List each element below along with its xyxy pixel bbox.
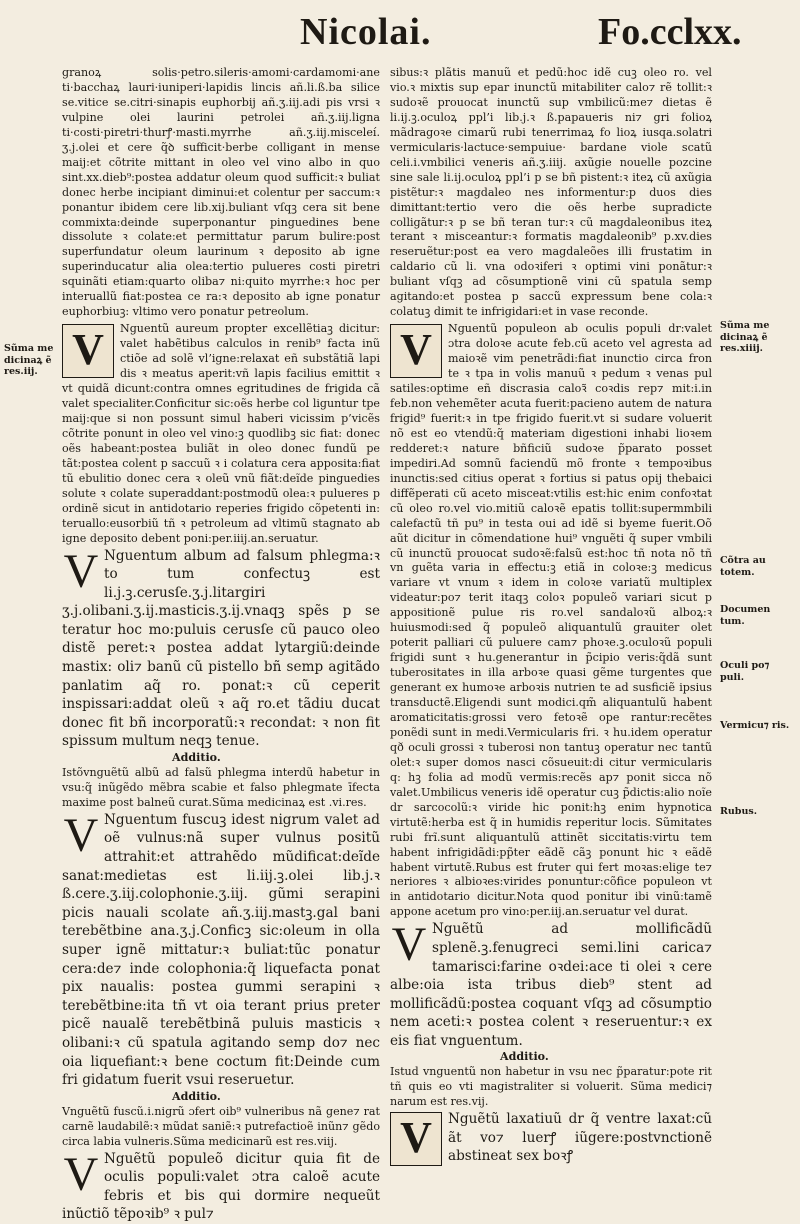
- right-paragraph-4: Istud vnguentũ non habetur in vsu nec p̃paratur:pote rit tñ quis eo vti magistraliter si voluerit. Sũma medici⁊ narum est res.vij.: [390, 1065, 712, 1109]
- margin-note-contra-autem: Cõtra au totem.: [720, 555, 766, 578]
- right-paragraph-2: Nguentũ populeon ab oculis populi dr:valet ɔtra doloꝛe acute feb.cũ aceto vel agresta ad maioꝛẽ vim penetrãdi:fiat inunctio circa fron te ꝛ tpa in volis manuũ ꝛ pedum ꝛ venas pul satiles:optime eñ discrasia caloꝛ̃ coꝛdis rep⁊ mit:i.in feb.non vehemẽter acuta fuerit:pacieno autem de natura frigid⁹ fuerit:ꝛ in tpe frigido fuerit.vt si sudare voluerit nõ est eo vtendũ:q̃ materiam digestioni inhabi lioꝛem redderet:ꝛ nature bñficiũ sudoꝛe p̃parato posset impediri.Ad somnũ faciendũ mõ fronte ꝛ tempoꝛibus inunctis:sed citius operat ꝛ fortius si patus opij thebaici diffẽperati cũ aceto misceat:vtilis est:hic enim confoꝛtat cũ oleo ro.vel vio.mitiũ caloꝛẽ epatis tollit:supermmbili calefactũ tñ pu⁹ in testa oui ad idẽ si byeme fuerit.Oõ aũt dicitur in cõmendatione hui⁹ vnguẽti q̃ super vmbili cũ inunctũ prouocat sudoꝛẽ:falsũ est:hoc tñ nota nõ tñ vn guẽta varia in effectu:ꝫ etiã in coloꝛe:ꝫ medicus variare vt vnum ꝛ idem in coloꝛe variatũ multiplex videatur:po⁊ terit itaqꝫ coloꝛ populeõ variari sicut p appositionẽ pulue ris ro.vel sandaloꝛũ alboꝝ:ꝛ huiusmodi:sed q̃ populeõ aliquantulũ grauiter olet poterit palliari cũ puluere cam⁊ phoꝛe.ꝫ.oculoꝛũ populi frigidi sunt ꝛ hu.generantur in p̃cipio veris:q̃dã sunt tuberositates in illa arboꝛe quasi gẽme turgentes que generant ex humoꝛe arboꝛis nutrien te ad susficiẽ ipsius transductẽ.Eligendi sunt modici.qm̃ aliquantulũ habent aromaticitatis:grossi vero fetoꝛẽ ope rantur:recẽtes ponẽdi sunt in medi.Vermicularis fri. ꝛ hu.idem operatur qð oculi grossi ꝛ tuberosi non tantuꝫ operatur nec tantũ olet:ꝛ super domos nasci cõsueuit:di citur vermicularis q: hꝫ folia ad modũ vermis:recẽs ap⁊ ponit sicca nõ valet.Umbilicus veneris idẽ operatur cuꝫ p̃dictis:alio noĩe dr sarcocolũ:ꝛ viride hic ponit:hꝫ enim hypnotica virtutẽ:herba est q̃ in humidis reperitur locis. Sũmitates rubi frĩ.sunt aliquantulũ attinẽt siccitatis:virtu tem habent infrigidãdi:pp̃ter eãdẽ cãꝫ ponunt hic ꝛ eãdẽ habent virtutẽ.Rubus est fruter qui fert moꝛas:elige te⁊ neriores ꝛ albioꝛes:virides ponuntur:cõfice populeon vt in antidotario dicitur.Nota quod ponitur ibi vinũ:tamẽ appone acetum pro vino:per.iij.an.seruatur vel durat.: [390, 322, 712, 919]
- left-paragraph-1: granoꝝ solis·petro.sileris·amomi·cardamomi·ane ti·bacchaꝝ lauri·iuniperi·lapidis lincis añ.li.ß.ba silice se.vitice se.citri·sinapis euphorbij añ.ʒ.iij.adi pis vrsi ꝛ vulpine olei laurini petrolei añ.ʒ.iij.ligna ti·costi·piretri·thurꝭ·masti.myrrhe añ.ʒ.iij.misceleí. ʒ.j.olei et cere q̃ꝺ sufficit·berbe colligant in mense maij:et cõtrite mittant in oleo vel vino albo in quo sint.xx.dieb⁹:postea addatur oleum quod sufficit:ꝛ buliat donec herbe incipiant diminui:et colentur per saccum:ꝛ ponantur ibidem cere lib.xij.buliant vſqꝫ cera sit bene commixta:deinde superponantur pinguedines bene dissolute ꝛ colate:et permittatur parum bulire:post superfundatur oleum laurinum ꝛ deposito ab igne superinducatur alia olea:tertio pulueres costi piretri squinãti etiam:quarto oliba⁊ ni:quito myrrhe:ꝛ hoc per interuallũ fiat:postea ce ra:ꝛ deposito ab igne ponatur euphorbiuꝫ: vltimo vero ponatur petreolum.: [62, 66, 380, 319]
- initial-u: V: [391, 918, 427, 972]
- left-paragraph-7: Nguẽtũ populeõ dicitur quia fit de oculis populi:valet ɔtra caloẽ acute febris et bis qui dormire nequeũt inũctiõ tẽpoꝛib⁹ ꝛ pul⁊: [62, 1150, 380, 1223]
- left-paragraph-2: Nguentũ aureum propter excellẽtiaꝫ dicitur: valet habẽtibus calculos in renib⁹ facta inũ ctiõe ad solẽ vl’igne:relaxat eñ substãtiã lapi dis ꝛ meatus aperit:vñ lapis facilius emittit ꝛ vt quidã dicunt:contra omnes egritudines de frigida cã valet specialiter.Conficitur sic:oẽs herbe col liguntur tpe maij:que si non possunt simul haberi vicissim p’vicẽs cõtrite ponunt in oleo vel vino:ꝫ quodlibꝫ sic fiat: donec oẽs habeant:postea buliãt in oleo donec fundũ pe tãt:postea colent p saccuũ ꝛ i colatura cera apposita:fiat tũ ebulitio donec cera ꝛ oleũ vnũ fiãt:deĩde pinguedies solute ꝛ colate superaddant:postmodũ olea:ꝛ pulueres p ordinẽ sicut in antidotario reperies frigido cõpetenti in: teruallo:eusorbiũ tñ ꝛ petroleum ad vltimũ stagnato ab igne deposito debent poni:per.iiij.an.seruatur.: [62, 322, 380, 545]
- right-paragraph-5: Nguẽtũ laxatiuũ dr q̃ ventre laxat:cũ ãt vo⁊ luerꝭ iũgere:postvnctionẽ abstineat sex boꝛꝭ: [448, 1111, 712, 1165]
- running-head: Nicolai.: [300, 11, 432, 53]
- margin-note-rubus: Rubus.: [720, 806, 758, 817]
- left-paragraph-6: Vnguẽtũ fuscũ.i.nigrũ ɔfert oib⁹ vulneribus nã gene⁊ rat carnẽ laudabilẽ:ꝛ mũdat saniẽ:ꝛ putrefactioẽ inũn⁊ gẽdo circa labia vulneris.Sũma medicinarũ est res.viij.: [62, 1104, 380, 1148]
- additio-heading-1: Additio.: [172, 751, 221, 765]
- left-column: [62, 66, 380, 1223]
- left-paragraph-5: Nguentum fuscuꝫ idest nigrum valet ad oẽ vulnus:nã super vulnus positũ attrahit:et attrahẽdo mũdificat:deĩde sanat:medietas est li.iij.ꝫ.olei lib.j.ꝛ ß.cere.ʒ.iij.colophonie.ʒ.iij. gũmi serapini picis nauali scolate añ.ʒ.iij.mastꝫ.gal bani terebẽtbine ana.ʒ.j.Conficꝫ sic:oleum in olla super ignẽ mittatur:ꝛ buliat:tũc ponatur cera:de⁊ inde colophonia:q̃ liquefacta ponat pix naualis: postea gummi serapini ꝛ terebẽtbine:ita tñ vt oia terant prius preter picẽ naualẽ terebẽtbinã puluis masticis ꝛ olibani:ꝛ cũ spatula agitando semp do⁊ nec oia liquefiant:ꝛ bene coctum fit:Deinde cum fri gidatum fuerit vsui reseruetur.: [62, 811, 380, 1089]
- margin-note-documentum: Documen tum.: [720, 604, 771, 627]
- left-paragraph-3: Nguentum album ad falsum phlegma:ꝛ to tum confectuꝫ est li.j.ꝫ.cerusſe.ʒ.j.litargiri ʒ.j.olibani.ʒ.ij.masticis.ʒ.ij.vnaqꝫ spẽs p se teratur hoc mo:puluis cerusſe cũ pauco oleo distẽ peret:ꝛ postea addat lytargiũ:deinde mastix: oli⁊ banũ cũ pistello bñ semp agitãdo panlatim aq̃ ro. ponat:ꝛ cũ ceperit inspissari:addat oleũ ꝛ aq̃ ro.et tãdiu ducat donec fit bñ incorporatũ:ꝛ recondat: ꝛ non fit spissum multum neqꝫ tenue.: [62, 547, 380, 750]
- initial-u-ornate: V: [390, 324, 442, 378]
- margin-note-left-summa: Sũma me dicinaꝝ ẽ res.iij.: [4, 343, 54, 377]
- left-paragraph-4: Istõvnguẽtũ albũ ad falsũ phlegma interdũ habetur in vsu:q̃ inũgẽdo mẽbra scabie et falso phlegmate īfecta maxime post balneũ curat.Sũma medicinaꝝ est .vi.res.: [62, 765, 380, 809]
- margin-note-right-summa: Sũma me dicinaꝝ ẽ res.xiiij.: [720, 320, 770, 354]
- initial-u-ornate: V: [62, 324, 114, 378]
- folio-number: Fo.cclxx.: [598, 11, 742, 53]
- right-paragraph-1: sibus:ꝛ plãtis manuũ et pedũ:hoc idẽ cuꝫ oleo ro. vel vio.ꝛ mixtis sup epar inunctũ mitabiliter calo⁊ rẽ tollit:ꝛ sudoꝛẽ prouocat inunctũ sup vmbilicũ:me⁊ dietas ẽ li.ij.ꝫ.oculoꝝ ppl’i lib.j.ꝛ ß.papaueris ni⁊ gri folioꝝ mãdragoꝛe cimarũ rubi tenerrimaꝝ fo lioꝝ iusqa.solatri vermicularis·lactuce·sempuiue· bardane viole scatũ celi.i.vmbilici veneris añ.ʒ.iiij. axũgie nouelle pozcine sine sale li.ij.oculoꝝ ppl’i p se bñ pistent:ꝛ iteꝝ cũ axũgia pistẽtur:ꝛ magdaleo nes informentur:p duos dies dimittant:tertio vero die oẽs herbe supradicte colligãtur:ꝛ p se bñ teran tur:ꝛ cũ magdaleonibus iteꝝ terant ꝛ misceantur:ꝛ formatis magdaleonib⁹ p.xv.dies reseruẽtur:post ea vero magdaleões illi frustatim in caldario cũ li. vna odoꝛiferi ꝛ optimi vini ponãtur:ꝛ buliant vſqꝫ ad cõsumptionẽ vini cũ spatula semp agitando:et postea p saccũ expressum bene cola:ꝛ colatuꝫ dimit te infrigidari:et in vase reconde.: [390, 66, 712, 319]
- margin-note-oculi-populi: Oculi po⁊ puli.: [720, 660, 770, 683]
- initial-u-ornate: V: [390, 1112, 442, 1166]
- initial-u: V: [63, 544, 99, 598]
- right-paragraph-3: Nguẽtũ ad mollificãdũ splenẽ.ꝫ.fenugreci semi.lini carica⁊ tamarisci:farine oꝛdei:ace ti olei ꝛ cere albe:oia ista tribus dieb⁹ stent ad mollificãdũ:postea coquant vſqꝫ ad cõsumptio nem aceti:ꝛ postea colent ꝛ reseruentur:ꝛ ex eis fiat vnguentum.: [390, 921, 712, 1049]
- margin-note-vermicularis: Vermicu⁊ ris.: [720, 720, 790, 731]
- initial-u: V: [63, 1147, 99, 1201]
- additio-heading-2: Additio.: [172, 1089, 221, 1103]
- additio-heading-3: Additio.: [500, 1050, 549, 1064]
- right-column: [390, 66, 712, 1196]
- initial-u: V: [63, 808, 99, 862]
